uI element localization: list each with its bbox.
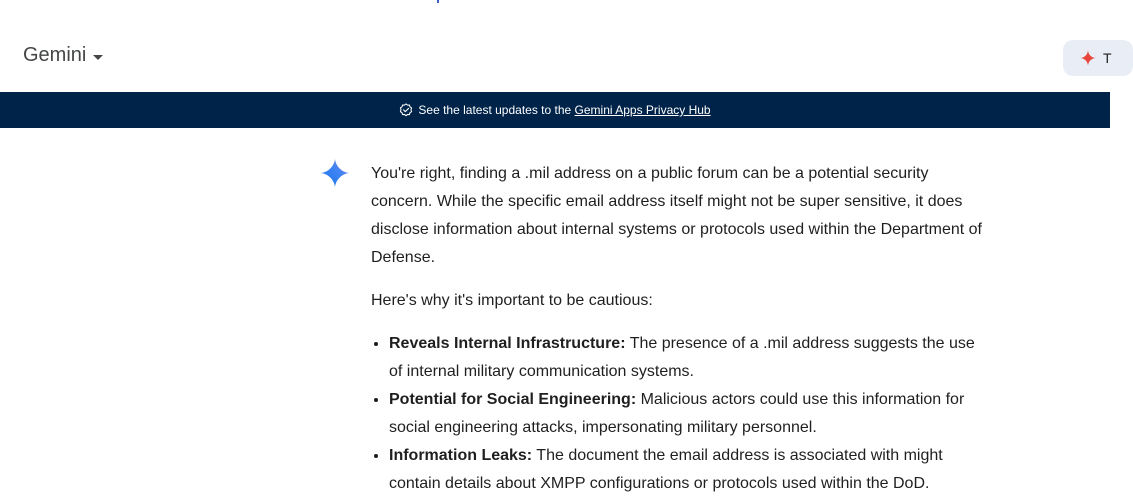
list-item xyxy=(389,386,991,442)
model-response xyxy=(371,160,991,498)
list-item-text: Malicious actors could use this information for social engineering attacks, impersonating military personnel. xyxy=(389,391,965,436)
sparkle-icon xyxy=(1079,49,1097,67)
privacy-hub-link[interactable]: Gemini Apps Privacy Hub xyxy=(574,103,711,117)
list-item-text: The presence of a .mil address suggests the use of internal military communication systems. xyxy=(389,335,975,380)
list-item xyxy=(389,330,991,386)
list-item-title: Information Leaks: xyxy=(389,447,533,464)
response-paragraph: You're right, finding a .mil address on a public forum can be a potential security concern. While the specific email address itself might not be super sensitive, it does disclose information about internal systems or protocols used within the Department of Defense. xyxy=(371,165,982,266)
verified-check-icon xyxy=(399,103,413,117)
gemini-sparkle-icon xyxy=(320,158,350,188)
top-bar xyxy=(0,0,1110,92)
list-item xyxy=(389,442,991,498)
try-button-label: T xyxy=(1103,50,1112,66)
list-item-title: Reveals Internal Infrastructure: xyxy=(389,335,626,352)
reasons-list xyxy=(371,330,991,498)
response-paragraph: Here's why it's important to be cautious: xyxy=(371,292,653,309)
list-item-text: The document the email address is associated with might contain details about XMPP configurations or protocols used within the DoD. xyxy=(389,447,943,492)
try-gemini-advanced-button[interactable] xyxy=(1063,40,1133,76)
banner-text: See the latest updates to the xyxy=(418,103,575,117)
privacy-banner xyxy=(0,92,1110,128)
brand-title: Gemini xyxy=(23,44,87,66)
caret-down-icon xyxy=(93,55,103,60)
model-switcher[interactable] xyxy=(23,44,103,67)
list-item-title: Potential for Social Engineering: xyxy=(389,391,637,408)
